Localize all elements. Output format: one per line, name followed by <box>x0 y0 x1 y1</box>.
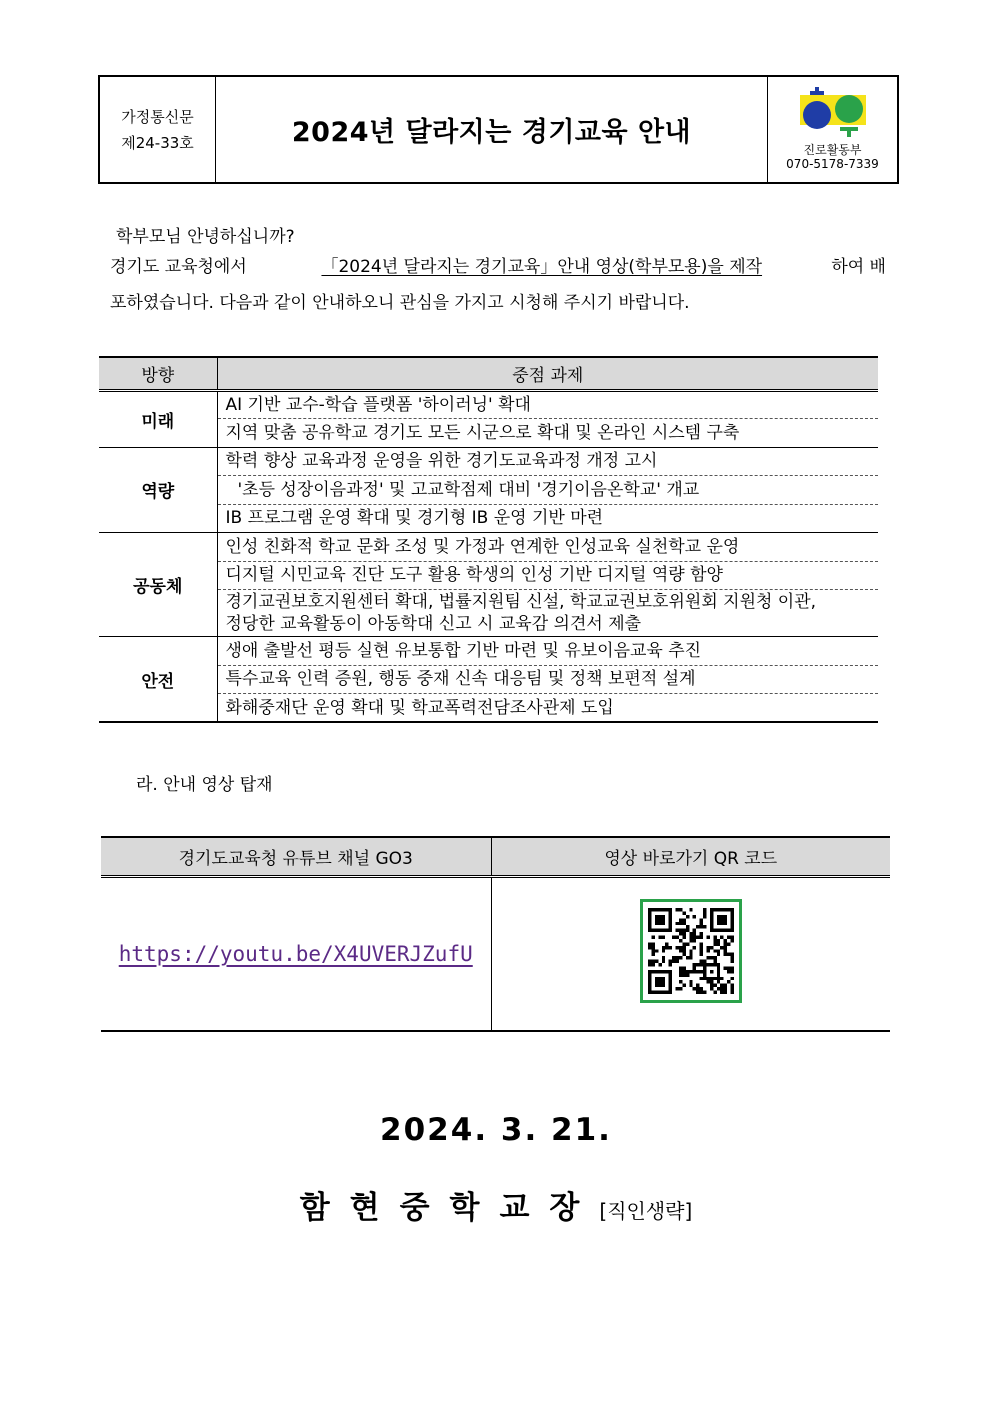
table-row <box>99 637 878 666</box>
task-item: 생애 출발선 평등 실현 유보통합 기반 마련 및 유보이음교육 추진 <box>217 637 878 666</box>
table-row <box>101 876 890 1031</box>
table-row <box>99 533 878 562</box>
video-table <box>101 836 890 1032</box>
priorities-table <box>99 356 878 723</box>
task-item-multiline <box>217 590 878 637</box>
youtube-link[interactable]: https://youtu.be/X4UVERJZufU <box>118 941 473 966</box>
category-cell: 안전 <box>99 637 217 723</box>
dept-name: 진로활동부 <box>803 143 862 157</box>
notice-number: 제24-33호 <box>121 133 194 152</box>
notice-category: 가정통신문 <box>121 107 194 126</box>
qr-code[interactable] <box>640 899 742 1003</box>
task-item: 인성 친화적 학교 문화 조성 및 가정과 연계한 인성교육 실천학교 운영 <box>217 533 878 562</box>
task-item: 지역 맞춤 공유학교 경기도 모든 시군으로 확대 및 온라인 시스템 구축 <box>217 419 878 448</box>
task-item: AI 기반 교수-학습 플랫폼 '하이러닝' 확대 <box>217 390 878 419</box>
category-cell: 공동체 <box>99 533 217 637</box>
signer-name: 함현중학교장 <box>299 1190 600 1226</box>
intro-line1-a: 경기도 교육청에서 <box>110 257 253 277</box>
task-item: 화해중재단 운영 확대 및 학교폭력전담조사관제 도입 <box>217 694 878 723</box>
dept-phone: 070-5178-7339 <box>786 157 879 171</box>
task-item: IB 프로그램 운영 확대 및 경기형 IB 운영 기반 마련 <box>217 504 878 533</box>
link-cell <box>101 876 491 1031</box>
notice-header <box>98 75 899 184</box>
intro-line1-b: 「2024년 달라지는 경기교육」안내 영상(학부모용)을 제작 <box>321 257 763 277</box>
section-heading: 라. 안내 영상 탑재 <box>136 775 273 795</box>
dept-cell <box>767 77 897 182</box>
task-item: 디지털 시민교육 진단 도구 활용 학생의 인성 기반 디지털 역량 함양 <box>217 561 878 590</box>
table-row <box>99 390 878 419</box>
seal-note: [직인생략] <box>599 1199 693 1223</box>
table-row <box>99 447 878 476</box>
col-youtube-channel: 경기도교육청 유튜브 채널 GO3 <box>101 837 491 876</box>
task-item-line: 경기교권보호지원센터 확대, 법률지원팀 신설, 학교교권보호위원회 지원청 이관, <box>225 592 817 612</box>
intro-line1 <box>110 252 886 277</box>
task-item: '초등 성장이음과정' 및 고교학점제 대비 '경기이음온학교' 개교 <box>217 476 878 505</box>
greeting: 학부모님 안녕하십니까? <box>116 227 295 247</box>
intro-line1-c: 하여 배 <box>831 257 886 277</box>
issue-date: 2024. 3. 21. <box>380 1112 612 1148</box>
col-tasks: 중점 과제 <box>217 357 878 390</box>
task-item: 학력 향상 교육과정 운영을 위한 경기도교육과정 개정 고시 <box>217 447 878 476</box>
qr-cell <box>491 876 890 1031</box>
notice-id-cell <box>100 77 216 182</box>
task-item: 특수교육 인력 증원, 행동 중재 신속 대응팀 및 정책 보편적 설계 <box>217 665 878 694</box>
intro-line2: 포하였습니다. 다음과 같이 안내하오니 관심을 가지고 시청해 주시기 바랍니다. <box>110 293 690 313</box>
col-direction: 방향 <box>99 357 217 390</box>
category-cell: 역량 <box>99 447 217 533</box>
col-qr-code: 영상 바로가기 QR 코드 <box>491 837 890 876</box>
category-cell: 미래 <box>99 390 217 447</box>
table-header-row <box>99 357 878 390</box>
school-logo-icon <box>800 87 866 137</box>
page-title: 2024년 달라지는 경기교육 안내 <box>291 117 692 148</box>
qr-code-icon <box>648 907 734 995</box>
signer-block <box>0 1182 992 1227</box>
task-item-line: 정당한 교육활동이 아동학대 신고 시 교육감 의견서 제출 <box>225 614 642 634</box>
table-header-row <box>101 837 890 876</box>
